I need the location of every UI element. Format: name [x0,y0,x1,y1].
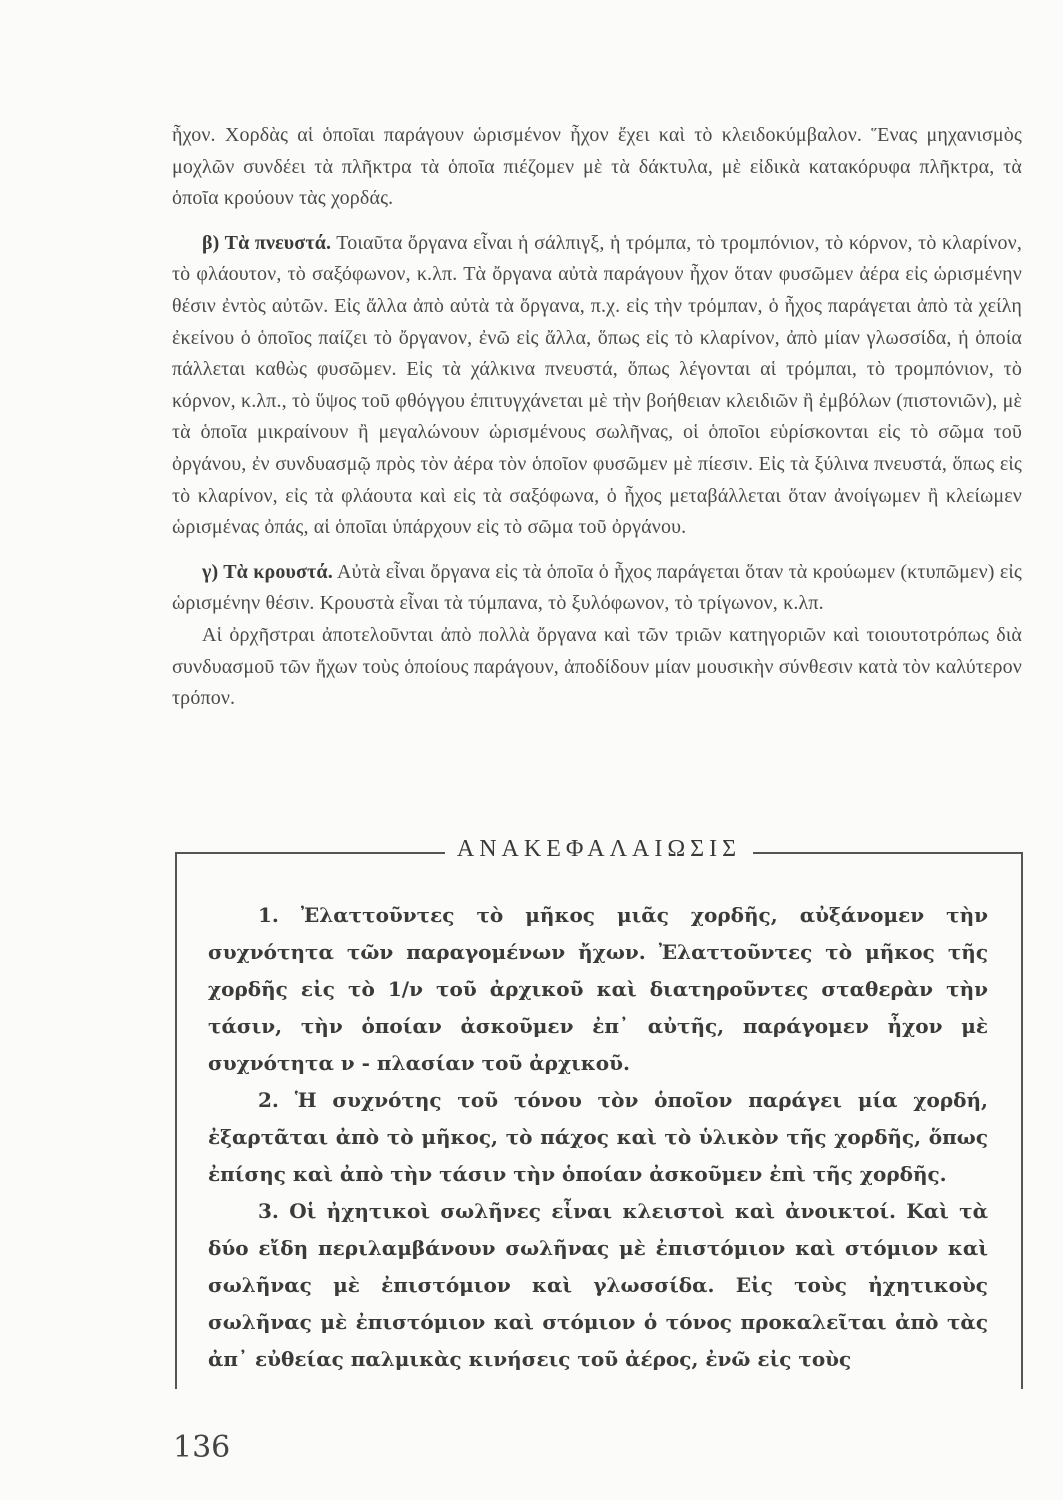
summary-item: 1. Ἐλαττοῦντες τὸ μῆκος μιᾶς χορδῆς, αὐξάνομεν τὴν συχνότητα τῶν παραγομένων ἤχων. Ἐλαττοῦντες τὸ μῆκος τῆς χορδῆς εἰς τὸ 1/ν τοῦ ἀρχικοῦ καὶ διατηροῦντες σταθερὰν τὴν τάσιν, τὴν ὁποίαν ἀσκοῦμεν ἐπ᾽ αὐτῆς, παράγομεν ἦχον μὲ συχνότητα ν - πλασίαν τοῦ ἀρχικοῦ. [208,903,988,1075]
summary-item: 3. Οἱ ἠχητικοὶ σωλῆνες εἶναι κλειστοὶ καὶ ἀνοικτοί. Καὶ τὰ δύο εἴδη περιλαμβάνουν σωλῆνας μὲ ἐπιστόμιον καὶ στόμιον καὶ σωλῆνας μὲ ἐπιστόμιον καὶ γλωσσίδα. Εἰς τοὺς ἠχητικοὺς σωλῆνας μὲ ἐπιστόμιον καὶ στόμιον ὁ τόνος προκαλεῖται ἀπὸ τὰς ἀπ᾽ εὐθείας παλμικὰς κινήσεις τοῦ ἀέρος, ἐνῶ εἰς τοὺς [208,1199,988,1371]
percussion-text: Αὐτὰ εἶναι ὄργανα εἰς τὰ ὁποῖα ὁ ἦχος παράγεται ὅταν τὰ κρούωμεν (κτυπῶμεν) εἰς ὡρισμένην θέσιν. Κρουστὰ εἶναι τὰ τύμπανα, τὸ ξυλόφωνον, τὸ τρίγωνον, κ.λπ. [172,560,1022,615]
paragraph-percussion [172,557,1022,620]
wind-instruments-heading: β) Τὰ πνευστά. [202,231,332,254]
percussion-heading: γ) Τὰ κρουστά. [202,560,333,583]
main-text [172,120,1022,715]
summary-item: 2. Ἡ συχνότης τοῦ τόνου τὸν ὁποῖον παράγει μία χορδή, ἐξαρτᾶται ἀπὸ τὸ μῆκος, τὸ πάχος καὶ τὸ ὑλικὸν τῆς χορδῆς, ὅπως ἐπίσης καὶ ἀπὸ τὴν τάσιν τὴν ὁποίαν ἀσκοῦμεν ἐπὶ τῆς χορδῆς. [208,1088,988,1186]
paragraph-orchestras: Αἱ ὀρχῆστραι ἀποτελοῦνται ἀπὸ πολλὰ ὄργανα καὶ τῶν τριῶν κατηγοριῶν καὶ τοιουτοτρόπως διὰ συνδυασμοῦ τῶν ἤχων τοὺς ὁποίους παράγουν, ἀποδίδουν μίαν μουσικὴν σύνθεσιν κατὰ τὸν καλύτερον τρόπον. [172,623,1022,710]
paragraph-wind-instruments [172,228,1022,544]
page-number: 136 [173,1430,231,1465]
summary-title-wrap [175,836,1023,872]
summary-list [208,897,988,1378]
summary-title: ΑΝΑΚΕΦΑΛΑΙΩΣΙΣ [445,836,753,862]
wind-instruments-text: Τοιαῦτα ὄργανα εἶναι ἡ σάλπιγξ, ἡ τρόμπα, τὸ τρομπόνιον, τὸ κόρνον, τὸ κλαρίνον, τὸ φλάουτον, τὸ σαξόφωνον, κ.λπ. Τὰ ὄργανα αὐτὰ παράγουν ἦχον ὅταν φυσῶμεν ἀέρα εἰς ὡρισμένην θέσιν ἐντὸς αὐτῶν. Εἰς ἄλλα ἀπὸ αὐτὰ τὰ ὄργανα, π.χ. εἰς τὴν τρόμπαν, ὁ ἦχος παράγεται ἀπὸ τὰ χείλη ἐκείνου ὁ ὁποῖος παίζει τὸ ὄργανον, ἐνῶ εἰς ἄλλα, ὅπως εἰς τὸ κλαρίνον, ἀπὸ μίαν γλωσσίδα, ἡ ὁποία πάλλεται καθὼς φυσῶμεν. Εἰς τὰ χάλκινα πνευστά, ὅπως λέγονται αἱ τρόμπαι, τὸ τρομπόνιον, τὸ κόρνον, κ.λπ., τὸ ὕψος τοῦ φθόγγου ἐπιτυγχάνεται μὲ τὴν βοήθειαν κλειδιῶν ἢ ἐμβόλων (πιστονιῶν), μὲ τὰ ὁποῖα μικραίνουν ἢ μεγαλώνουν ὡρισμένους σωλῆνας, οἱ ὁποῖοι εὑρίσκονται εἰς τὸ σῶμα τοῦ ὀργάνου, ἐν συνδυασμῷ πρὸς τὸν ἀέρα τὸν ὁποῖον φυσῶμεν μὲ πίεσιν. Εἰς τὰ ξύλινα πνευστά, ὅπως εἰς τὸ κλαρίνον, εἰς τὰ φλάουτα καὶ εἰς τὰ σαξόφωνα, ὁ ἦχος μεταβάλλεται ὅταν ἀνοίγωμεν ἢ κλείωμεν ὡρισμένας ὀπάς, αἱ ὁποῖαι ὑπάρχουν εἰς τὸ σῶμα τοῦ ὀργάνου. [172,231,1022,539]
paragraph-keyboard: ἦχον. Χορδὰς αἱ ὁποῖαι παράγουν ὡρισμένον ἦχον ἔχει καὶ τὸ κλειδοκύμβαλον. Ἕνας μηχανισμὸς μοχλῶν συνδέει τὰ πλῆκτρα τὰ ὁποῖα πιέζομεν μὲ τὰ δάκτυλα, μὲ εἰδικὰ κατακόρυφα πλῆκτρα, τὰ ὁποῖα κρούουν τὰς χορδάς. [172,124,1022,210]
